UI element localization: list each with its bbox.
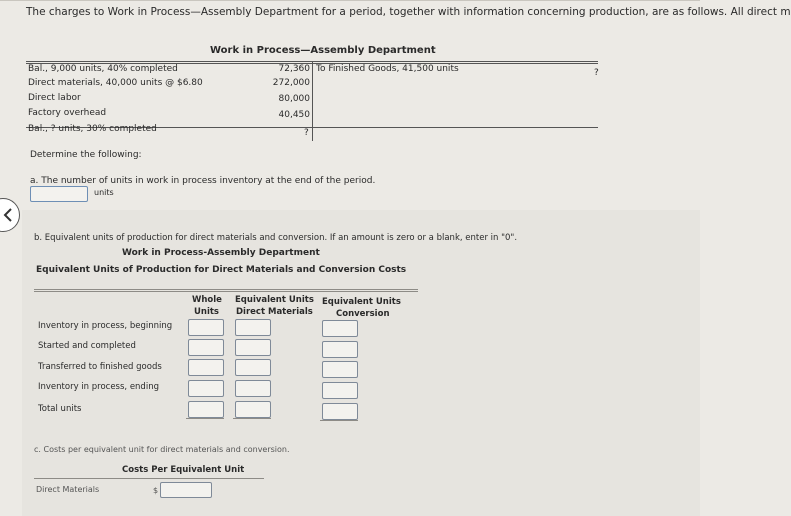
- t-debit-label-4: Bal., ? units, 30% completed: [28, 124, 157, 134]
- row-label-4: Total units: [38, 404, 82, 414]
- t-debit-label-3: Factory overhead: [28, 108, 107, 118]
- cost-table-title: Costs Per Equivalent Unit: [122, 465, 245, 475]
- dm-eu-input-1[interactable]: [235, 339, 271, 356]
- dm-eu-input-4[interactable]: [235, 401, 271, 418]
- schedule-subtitle: Equivalent Units of Production for Direct Materials and Conversion Costs: [36, 265, 407, 275]
- part-a-units-input[interactable]: [30, 186, 88, 202]
- dm-eu-input-0[interactable]: [235, 319, 271, 336]
- col-conv-2: Conversion: [336, 309, 390, 319]
- whole-units-input-1[interactable]: [188, 339, 224, 356]
- conv-eu-input-2[interactable]: [322, 361, 358, 378]
- dm-eu-input-3[interactable]: [235, 380, 271, 397]
- col-dm-1: Equivalent Units: [235, 295, 314, 305]
- t-debit-label-2: Direct labor: [28, 93, 81, 103]
- col-whole-2: Units: [194, 307, 219, 317]
- t-account-title: Work in Process—Assembly Department: [210, 45, 436, 56]
- dm-eu-input-2[interactable]: [235, 359, 271, 376]
- dm-cost-currency: $: [153, 486, 159, 495]
- determine-label: Determine the following:: [30, 150, 142, 160]
- whole-units-input-3[interactable]: [188, 380, 224, 397]
- schedule-title: Work in Process-Assembly Department: [122, 248, 320, 258]
- t-debit-amount-4: ?: [304, 128, 309, 138]
- part-a-units-label: units: [94, 188, 114, 197]
- schedule-header-rule: [34, 289, 418, 290]
- col-dm-2: Direct Materials: [236, 307, 313, 317]
- chevron-left-icon: [3, 208, 13, 222]
- row-label-0: Inventory in process, beginning: [38, 321, 173, 331]
- t-debit-amount-1: 272,000: [272, 78, 310, 88]
- top-border: [0, 0, 700, 1]
- problem-intro: The charges to Work in Process—Assembly Department for a period, together with information concerning production, are as follows. All direct m: [26, 6, 791, 18]
- whole-units-input-2[interactable]: [188, 359, 224, 376]
- whole-units-input-0[interactable]: [188, 319, 224, 336]
- whole-total-rule: [186, 418, 224, 419]
- part-b-prompt: b. Equivalent units of production for direct materials and conversion. If an amount is zero or a blank, enter in "0".: [34, 233, 518, 243]
- t-debit-amount-3: 40,450: [278, 110, 310, 120]
- row-label-1: Started and completed: [38, 341, 136, 351]
- dm-cost-label: Direct Materials: [36, 485, 100, 494]
- row-label-3: Inventory in process, ending: [38, 382, 159, 392]
- row-label-2: Transferred to finished goods: [38, 362, 162, 372]
- cost-table-rule: [34, 478, 264, 479]
- conv-total-rule: [320, 420, 358, 421]
- t-debit-label-1: Direct materials, 40,000 units @ $6.80: [28, 78, 203, 88]
- whole-units-input-4[interactable]: [188, 401, 224, 418]
- t-debit-amount-0: 72,360: [278, 64, 310, 74]
- t-debit-amount-2: 80,000: [278, 94, 310, 104]
- conv-eu-input-1[interactable]: [322, 341, 358, 358]
- t-account-divider: [312, 61, 313, 141]
- dm-cost-input[interactable]: [160, 482, 212, 498]
- conv-eu-input-0[interactable]: [322, 320, 358, 337]
- t-debit-label-0: Bal., 9,000 units, 40% completed: [28, 64, 178, 74]
- conv-eu-input-3[interactable]: [322, 382, 358, 399]
- back-button[interactable]: [0, 198, 20, 232]
- col-whole-1: Whole: [192, 295, 222, 305]
- dm-total-rule: [233, 418, 271, 419]
- t-credit-label: To Finished Goods, 41,500 units: [316, 64, 459, 74]
- part-a-prompt: a. The number of units in work in process inventory at the end of the period.: [30, 176, 376, 186]
- col-conv-1: Equivalent Units: [322, 297, 401, 307]
- t-credit-amount: ?: [594, 68, 599, 78]
- conv-eu-input-4[interactable]: [322, 403, 358, 420]
- schedule-header-rule-2: [34, 291, 418, 292]
- part-c-prompt: c. Costs per equivalent unit for direct materials and conversion.: [34, 445, 290, 454]
